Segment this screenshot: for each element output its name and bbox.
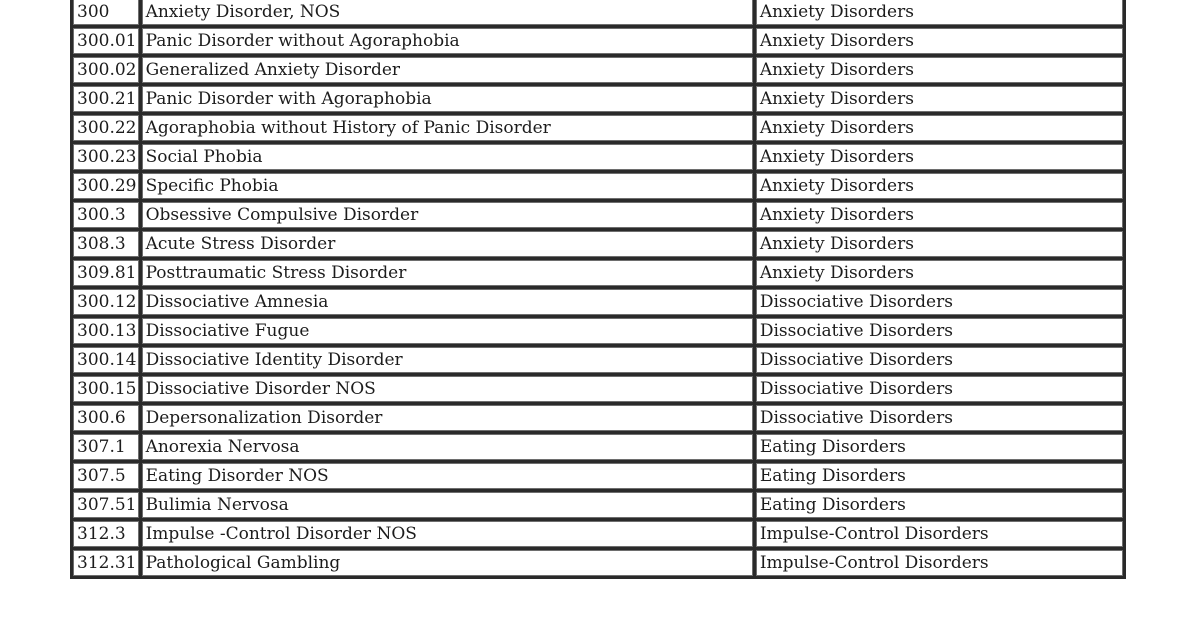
category-cell: Impulse-Control Disorders [756, 521, 1123, 547]
code-cell: 300.29 [73, 173, 139, 199]
category-cell: Eating Disorders [756, 492, 1123, 518]
disorder-name-cell: Impulse -Control Disorder NOS [142, 521, 753, 547]
disorder-name-cell: Eating Disorder NOS [142, 463, 753, 489]
category-cell: Anxiety Disorders [756, 202, 1123, 228]
code-cell: 312.3 [73, 521, 139, 547]
diagnosis-table-container [70, 0, 1126, 579]
disorder-name-cell: Anxiety Disorder, NOS [142, 0, 753, 25]
code-cell: 300.14 [73, 347, 139, 373]
disorder-name-cell: Agoraphobia without History of Panic Disorder [142, 115, 753, 141]
category-cell: Anxiety Disorders [756, 260, 1123, 286]
code-cell: 300.12 [73, 289, 139, 315]
category-cell: Dissociative Disorders [756, 289, 1123, 315]
category-cell: Anxiety Disorders [756, 0, 1123, 25]
disorder-name-cell: Dissociative Fugue [142, 318, 753, 344]
table-row [73, 173, 1123, 199]
table-row [73, 260, 1123, 286]
table-row [73, 376, 1123, 402]
table-row [73, 57, 1123, 83]
category-cell: Anxiety Disorders [756, 57, 1123, 83]
diagnosis-code-table [70, 0, 1126, 579]
category-cell: Anxiety Disorders [756, 28, 1123, 54]
table-row [73, 521, 1123, 547]
disorder-name-cell: Generalized Anxiety Disorder [142, 57, 753, 83]
disorder-name-cell: Obsessive Compulsive Disorder [142, 202, 753, 228]
table-body [73, 0, 1123, 576]
disorder-name-cell: Panic Disorder without Agoraphobia [142, 28, 753, 54]
category-cell: Dissociative Disorders [756, 376, 1123, 402]
table-row [73, 289, 1123, 315]
category-cell: Dissociative Disorders [756, 318, 1123, 344]
table-row [73, 318, 1123, 344]
table-row [73, 115, 1123, 141]
category-cell: Dissociative Disorders [756, 405, 1123, 431]
disorder-name-cell: Pathological Gambling [142, 550, 753, 576]
code-cell: 308.3 [73, 231, 139, 257]
table-row [73, 405, 1123, 431]
code-cell: 307.51 [73, 492, 139, 518]
disorder-name-cell: Depersonalization Disorder [142, 405, 753, 431]
code-cell: 300.02 [73, 57, 139, 83]
disorder-name-cell: Panic Disorder with Agoraphobia [142, 86, 753, 112]
disorder-name-cell: Bulimia Nervosa [142, 492, 753, 518]
category-cell: Eating Disorders [756, 463, 1123, 489]
disorder-name-cell: Anorexia Nervosa [142, 434, 753, 460]
code-cell: 300.13 [73, 318, 139, 344]
code-cell: 300.22 [73, 115, 139, 141]
category-cell: Anxiety Disorders [756, 144, 1123, 170]
category-cell: Eating Disorders [756, 434, 1123, 460]
table-row [73, 202, 1123, 228]
disorder-name-cell: Dissociative Disorder NOS [142, 376, 753, 402]
table-row [73, 550, 1123, 576]
category-cell: Anxiety Disorders [756, 115, 1123, 141]
code-cell: 312.31 [73, 550, 139, 576]
table-row [73, 492, 1123, 518]
category-cell: Dissociative Disorders [756, 347, 1123, 373]
code-cell: 300.01 [73, 28, 139, 54]
category-cell: Anxiety Disorders [756, 231, 1123, 257]
disorder-name-cell: Dissociative Amnesia [142, 289, 753, 315]
disorder-name-cell: Dissociative Identity Disorder [142, 347, 753, 373]
disorder-name-cell: Social Phobia [142, 144, 753, 170]
code-cell: 300 [73, 0, 139, 25]
code-cell: 300.6 [73, 405, 139, 431]
table-row [73, 0, 1123, 25]
code-cell: 300.15 [73, 376, 139, 402]
category-cell: Anxiety Disorders [756, 173, 1123, 199]
category-cell: Impulse-Control Disorders [756, 550, 1123, 576]
code-cell: 307.5 [73, 463, 139, 489]
table-row [73, 463, 1123, 489]
code-cell: 309.81 [73, 260, 139, 286]
disorder-name-cell: Acute Stress Disorder [142, 231, 753, 257]
code-cell: 300.23 [73, 144, 139, 170]
disorder-name-cell: Specific Phobia [142, 173, 753, 199]
code-cell: 307.1 [73, 434, 139, 460]
table-row [73, 231, 1123, 257]
table-row [73, 28, 1123, 54]
category-cell: Anxiety Disorders [756, 86, 1123, 112]
table-row [73, 86, 1123, 112]
table-row [73, 347, 1123, 373]
code-cell: 300.21 [73, 86, 139, 112]
disorder-name-cell: Posttraumatic Stress Disorder [142, 260, 753, 286]
table-row [73, 144, 1123, 170]
code-cell: 300.3 [73, 202, 139, 228]
table-row [73, 434, 1123, 460]
